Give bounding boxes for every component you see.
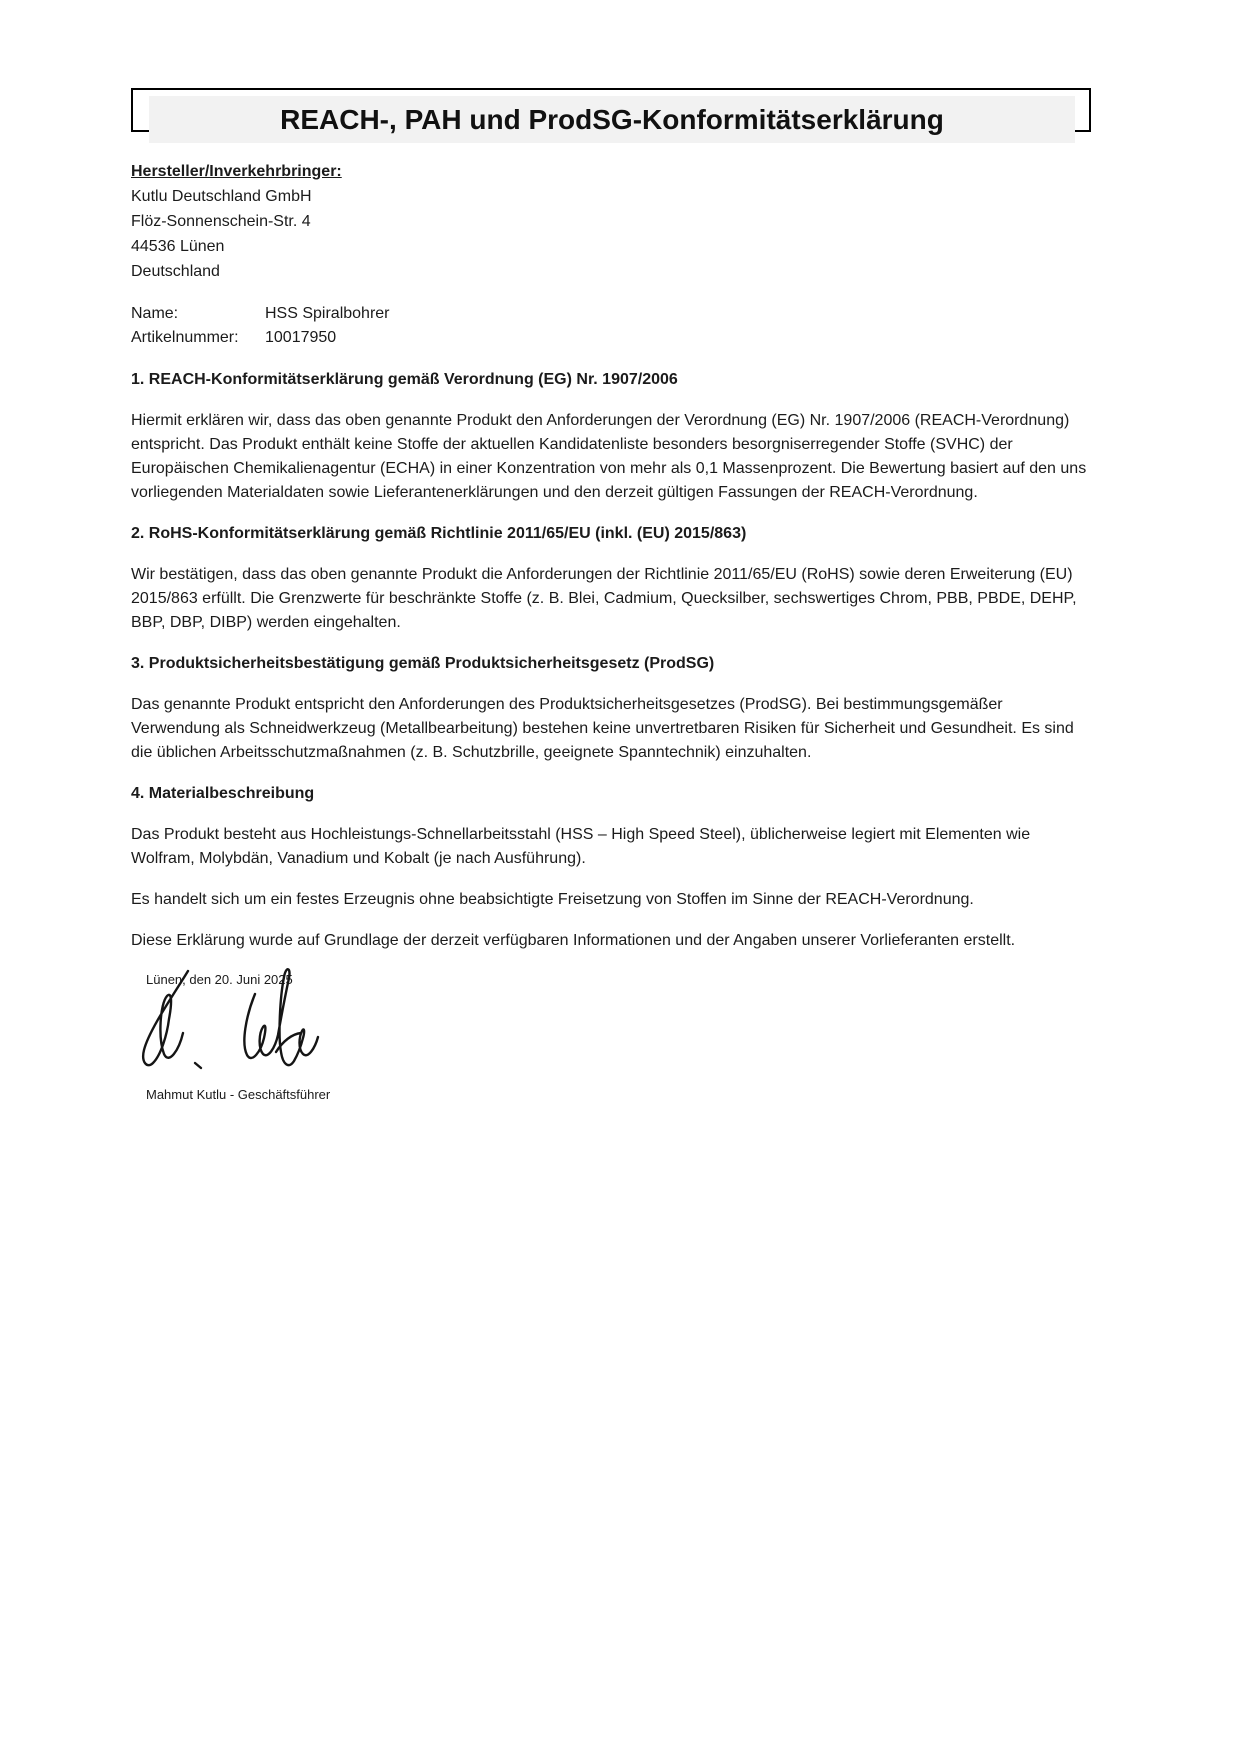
section-material [131,782,1091,953]
product-article-value: 10017950 [265,329,337,346]
section-material-paragraph-1: Das Produkt besteht aus Hochleistungs-Schnellarbeitsstahl (HSS – High Speed Steel), üblicherweise legiert mit Elementen wie Wolfram, Molybdän, Vanadium und Kobalt (je nach Ausführung). [131,826,1031,867]
title-box [131,88,1091,135]
page-title: REACH-, PAH und ProdSG-Konformitätserklärung [149,96,1075,143]
section-prodsg [131,652,1091,765]
manufacturer-city: 44536 Lünen [131,238,225,255]
product-article-label: Artikelnummer: [131,329,239,346]
section-rohs [131,522,1091,635]
signoff-block [131,970,1091,1105]
manufacturer-heading: Hersteller/Inverkehrbringer: [131,163,342,180]
section-reach-heading: 1. REACH-Konformitätserklärung gemäß Verordnung (EG) Nr. 1907/2006 [131,371,678,388]
product-name-row [131,302,1091,326]
manufacturer-street: Flöz-Sonnenschein-Str. 4 [131,213,311,230]
section-material-heading: 4. Materialbeschreibung [131,785,315,802]
place-date: Lünen, den 20. Juni 2025 [146,972,293,987]
section-reach-paragraph: Hiermit erklären wir, dass das oben genannte Produkt den Anforderungen der Verordnung (EG) Nr. 1907/2006 (REACH-Verordnung) entspricht. Das Produkt enthält keine Stoffe der aktuellen Kandidatenliste besonders besorgniserregender Stoffe (SVHC) der Europäischen Chemikalienagentur (ECHA) in einer Konzentration von mehr als 0,1 Massenprozent. Die Bewertung basiert auf den uns vorliegenden Materialdaten sowie Lieferantenerklärungen und den derzeit gültigen Fassungen der REACH-Verordnung. [131,412,1087,501]
section-reach [131,368,1091,505]
section-rohs-heading: 2. RoHS-Konformitätserklärung gemäß Richtlinie 2011/65/EU (inkl. (EU) 2015/863) [131,525,747,542]
manufacturer-block [131,159,1091,284]
signer-name: Mahmut Kutlu - Geschäftsführer [146,1087,331,1102]
manufacturer-company: Kutlu Deutschland GmbH [131,188,312,205]
product-name-label: Name: [131,305,179,322]
document-content [131,88,1091,1105]
product-name-value: HSS Spiralbohrer [265,305,390,322]
product-article-row [131,326,1091,350]
section-material-paragraph-2: Es handelt sich um ein festes Erzeugnis ohne beabsichtigte Freisetzung von Stoffen im Sinne der REACH-Verordnung. [131,891,974,908]
manufacturer-country: Deutschland [131,263,220,280]
product-block [131,302,1091,350]
section-rohs-paragraph: Wir bestätigen, dass das oben genannte Produkt die Anforderungen der Richtlinie 2011/65/EU (RoHS) sowie deren Erweiterung (EU) 2015/863 erfüllt. Die Grenzwerte für beschränkte Stoffe (z. B. Blei, Cadmium, Quecksilber, sechswertiges Chrom, PBB, PBDE, DEHP, BBP, DBP, DIBP) werden eingehalten. [131,566,1077,631]
section-prodsg-heading: 3. Produktsicherheitsbestätigung gemäß Produktsicherheitsgesetz (ProdSG) [131,655,715,672]
section-prodsg-paragraph: Das genannte Produkt entspricht den Anforderungen des Produktsicherheitsgesetzes (ProdSG). Bei bestimmungsgemäßer Verwendung als Schneidwerkzeug (Metallbearbeitung) bestehen keine unvertretbaren Risiken für Sicherheit und Gesundheit. Es sind die üblichen Arbeitsschutzmaßnahmen (z. B. Schutzbrille, geeignete Spanntechnik) einzuhalten. [131,696,1074,761]
section-material-paragraph-3: Diese Erklärung wurde auf Grundlage der derzeit verfügbaren Informationen und der Angaben unserer Vorlieferanten erstellt. [131,932,1016,949]
